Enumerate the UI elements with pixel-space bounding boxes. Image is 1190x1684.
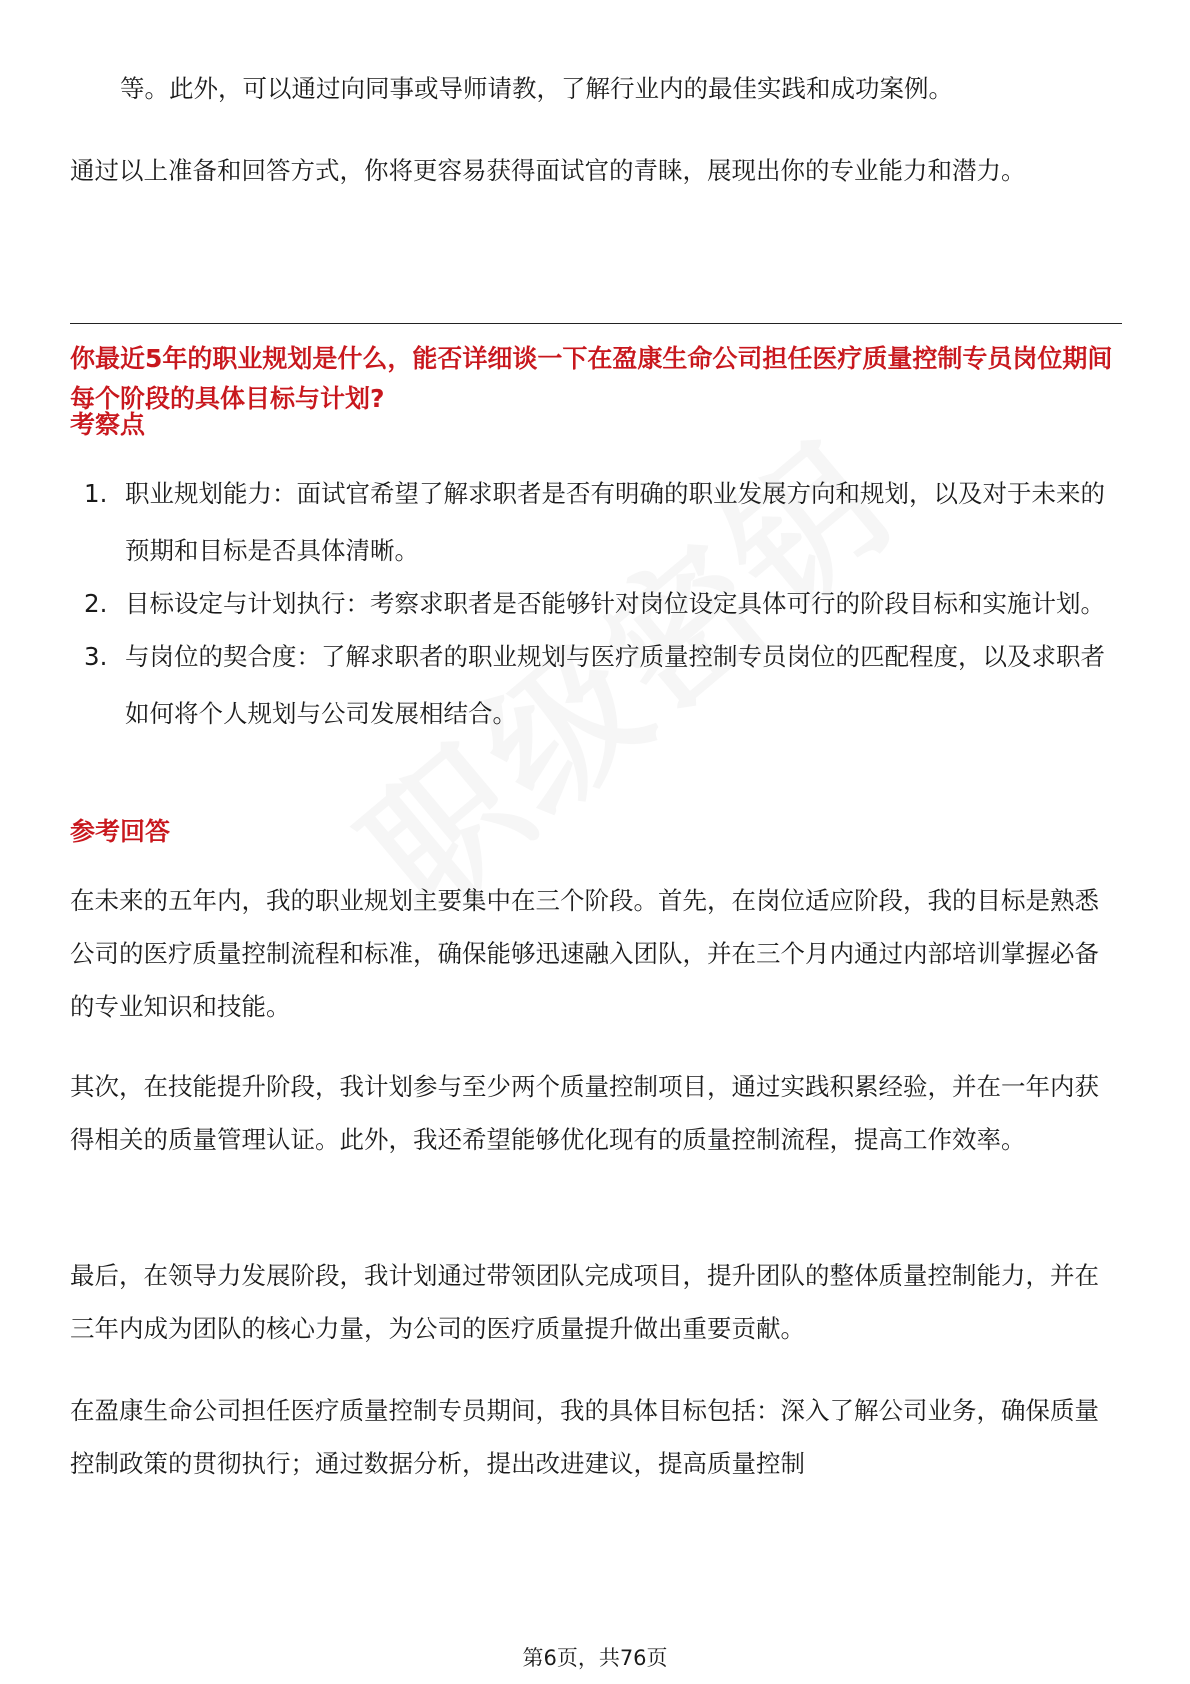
list-item — [70, 575, 1122, 632]
list-item-text: 与岗位的契合度：了解求职者的职业规划与医疗质量控制专员岗位的匹配程度，以及求职者如何将个人规划与公司发展相结合。 — [125, 642, 1105, 728]
answer-paragraph: 其次，在技能提升阶段，我计划参与至少两个质量控制项目，通过实践积累经验，并在一年内获得相关的质量管理认证。此外，我还希望能够优化现有的质量控制流程，提高工作效率。 — [70, 1072, 1099, 1154]
assessment-list — [70, 465, 1122, 742]
section-divider — [70, 323, 1122, 324]
paragraph-summary: 通过以上准备和回答方式，你将更容易获得面试官的青睐，展现出你的专业能力和潜力。 — [70, 156, 1026, 185]
assessment-heading: 考察点 — [70, 410, 146, 439]
answer-paragraph: 在未来的五年内，我的职业规划主要集中在三个阶段。首先，在岗位适应阶段，我的目标是熟悉公司的医疗质量控制流程和标准，确保能够迅速融入团队，并在三个月内通过内部培训掌握必备的专业知识和技能。 — [70, 886, 1099, 1021]
list-item — [70, 465, 1122, 579]
list-item-text: 目标设定与计划执行：考察求职者是否能够针对岗位设定具体可行的阶段目标和实施计划。 — [125, 589, 1105, 618]
answer-paragraph: 在盈康生命公司担任医疗质量控制专员期间，我的具体目标包括：深入了解公司业务，确保质量控制政策的贯彻执行；通过数据分析，提出改进建议，提高质量控制 — [70, 1396, 1099, 1478]
list-item-text: 职业规划能力：面试官希望了解求职者是否有明确的职业发展方向和规划，以及对于未来的预期和目标是否具体清晰。 — [125, 479, 1105, 565]
list-item — [70, 628, 1122, 742]
list-number: 2. — [84, 589, 108, 618]
page-number: 第6页，共76页 — [522, 1646, 668, 1670]
question-title: 你最近5年的职业规划是什么，能否详细谈一下在盈康生命公司担任医疗质量控制专员岗位期间每个阶段的具体目标与计划? — [70, 344, 1113, 413]
paragraph-continuation: 等。此外，可以通过向同事或导师请教，了解行业内的最佳实践和成功案例。 — [120, 74, 953, 103]
answer-paragraph: 最后，在领导力发展阶段，我计划通过带领团队完成项目，提升团队的整体质量控制能力，并在三年内成为团队的核心力量，为公司的医疗质量提升做出重要贡献。 — [70, 1261, 1099, 1343]
reference-heading: 参考回答 — [70, 817, 171, 846]
list-number: 3. — [84, 642, 108, 671]
list-number: 1. — [84, 479, 108, 508]
